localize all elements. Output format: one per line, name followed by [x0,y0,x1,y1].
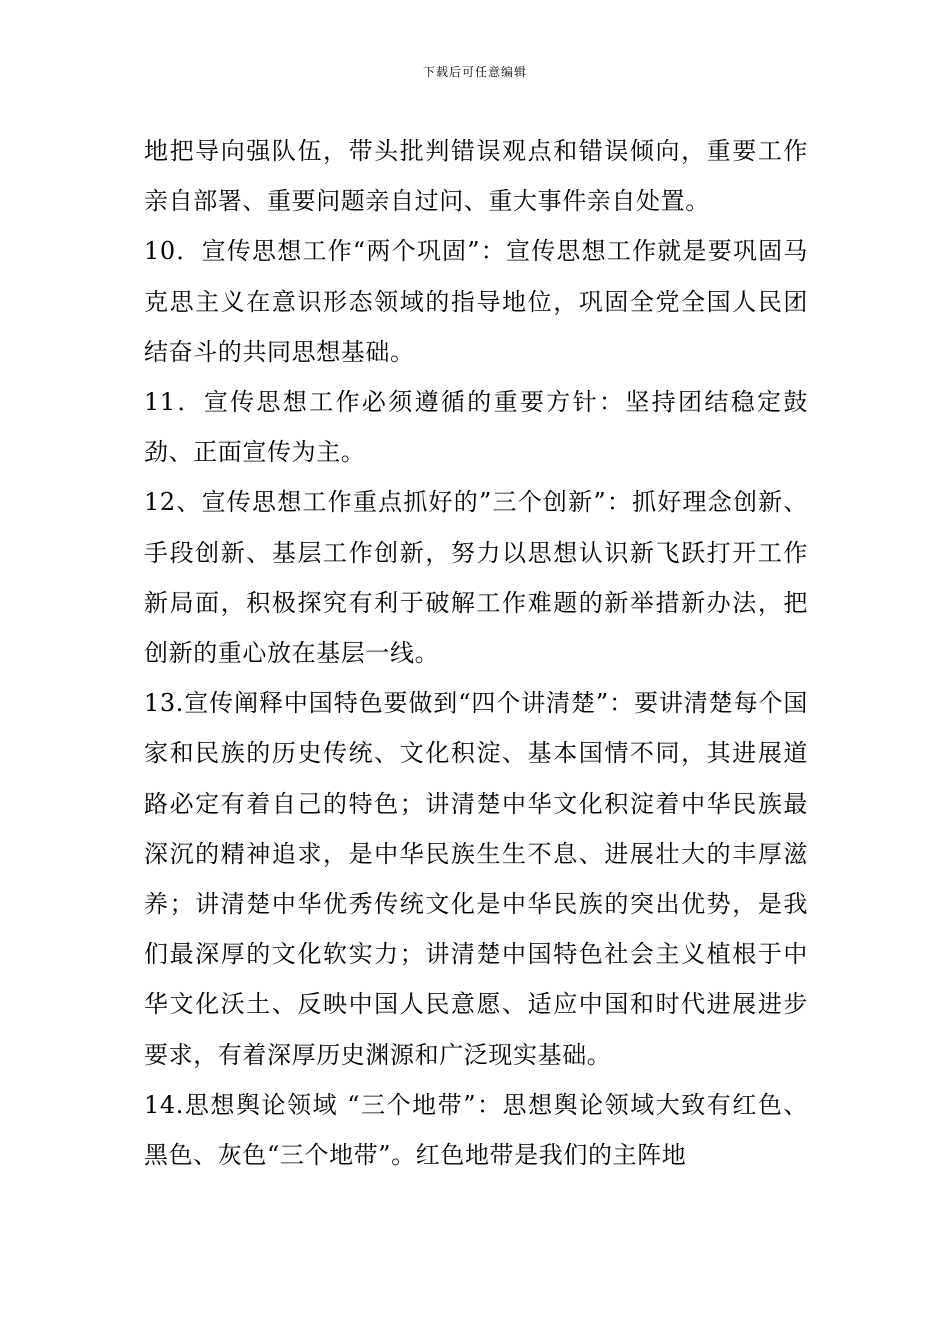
paragraph-item-14: 14.思想舆论领域 “三个地带”：思想舆论领域大致有红色、黑色、灰色“三个地带”。红色地带是我们的主阵地 [144,1090,808,1170]
paragraph-item-10: 10．宣传思想工作“两个巩固”：宣传思想工作就是要巩固马克思主义在意识形态领域的指导地位，巩固全党全国人民团结奋斗的共同思想基础。 [144,237,808,366]
paragraph-continuation: 地把导向强队伍，带头批判错误观点和错误倾向，重要工作亲自部署、重要问题亲自过问、重大事件亲自处置。 [144,137,808,216]
paragraph-item-11: 11．宣传思想工作必须遵循的重要方针：坚持团结稳定鼓劲、正面宣传为主。 [144,388,808,467]
paragraph-item-12: 12、宣传思想工作重点抓好的”三个创新”：抓好理念创新、手段创新、基层工作创新，努力以思想认识新飞跃打开工作新局面，积极探究有利于破解工作难题的新举措新办法，把创新的重心放在基层一线。 [144,488,808,668]
page-header: 下载后可任意编辑 [422,65,527,79]
paragraph-item-13: 13.宣传阐释中国特色要做到“四个讲清楚”：要讲清楚每个国家和民族的历史传统、文化积淀、基本国情不同，其进展道路必定有着自己的特色；讲清楚中华文化积淀着中华民族最深沉的精神追求，是中华民族生生不息、进展壮大的丰厚滋养；讲清楚中华优秀传统文化是中华民族的突出优势，是我们最深厚的文化软实力；讲清楚中国特色社会主义植根于中华文化沃土、反映中国人民意愿、适应中国和时代进展进步要求，有着深厚历史渊源和广泛现实基础。 [144,689,808,1069]
document-body [144,126,808,1180]
